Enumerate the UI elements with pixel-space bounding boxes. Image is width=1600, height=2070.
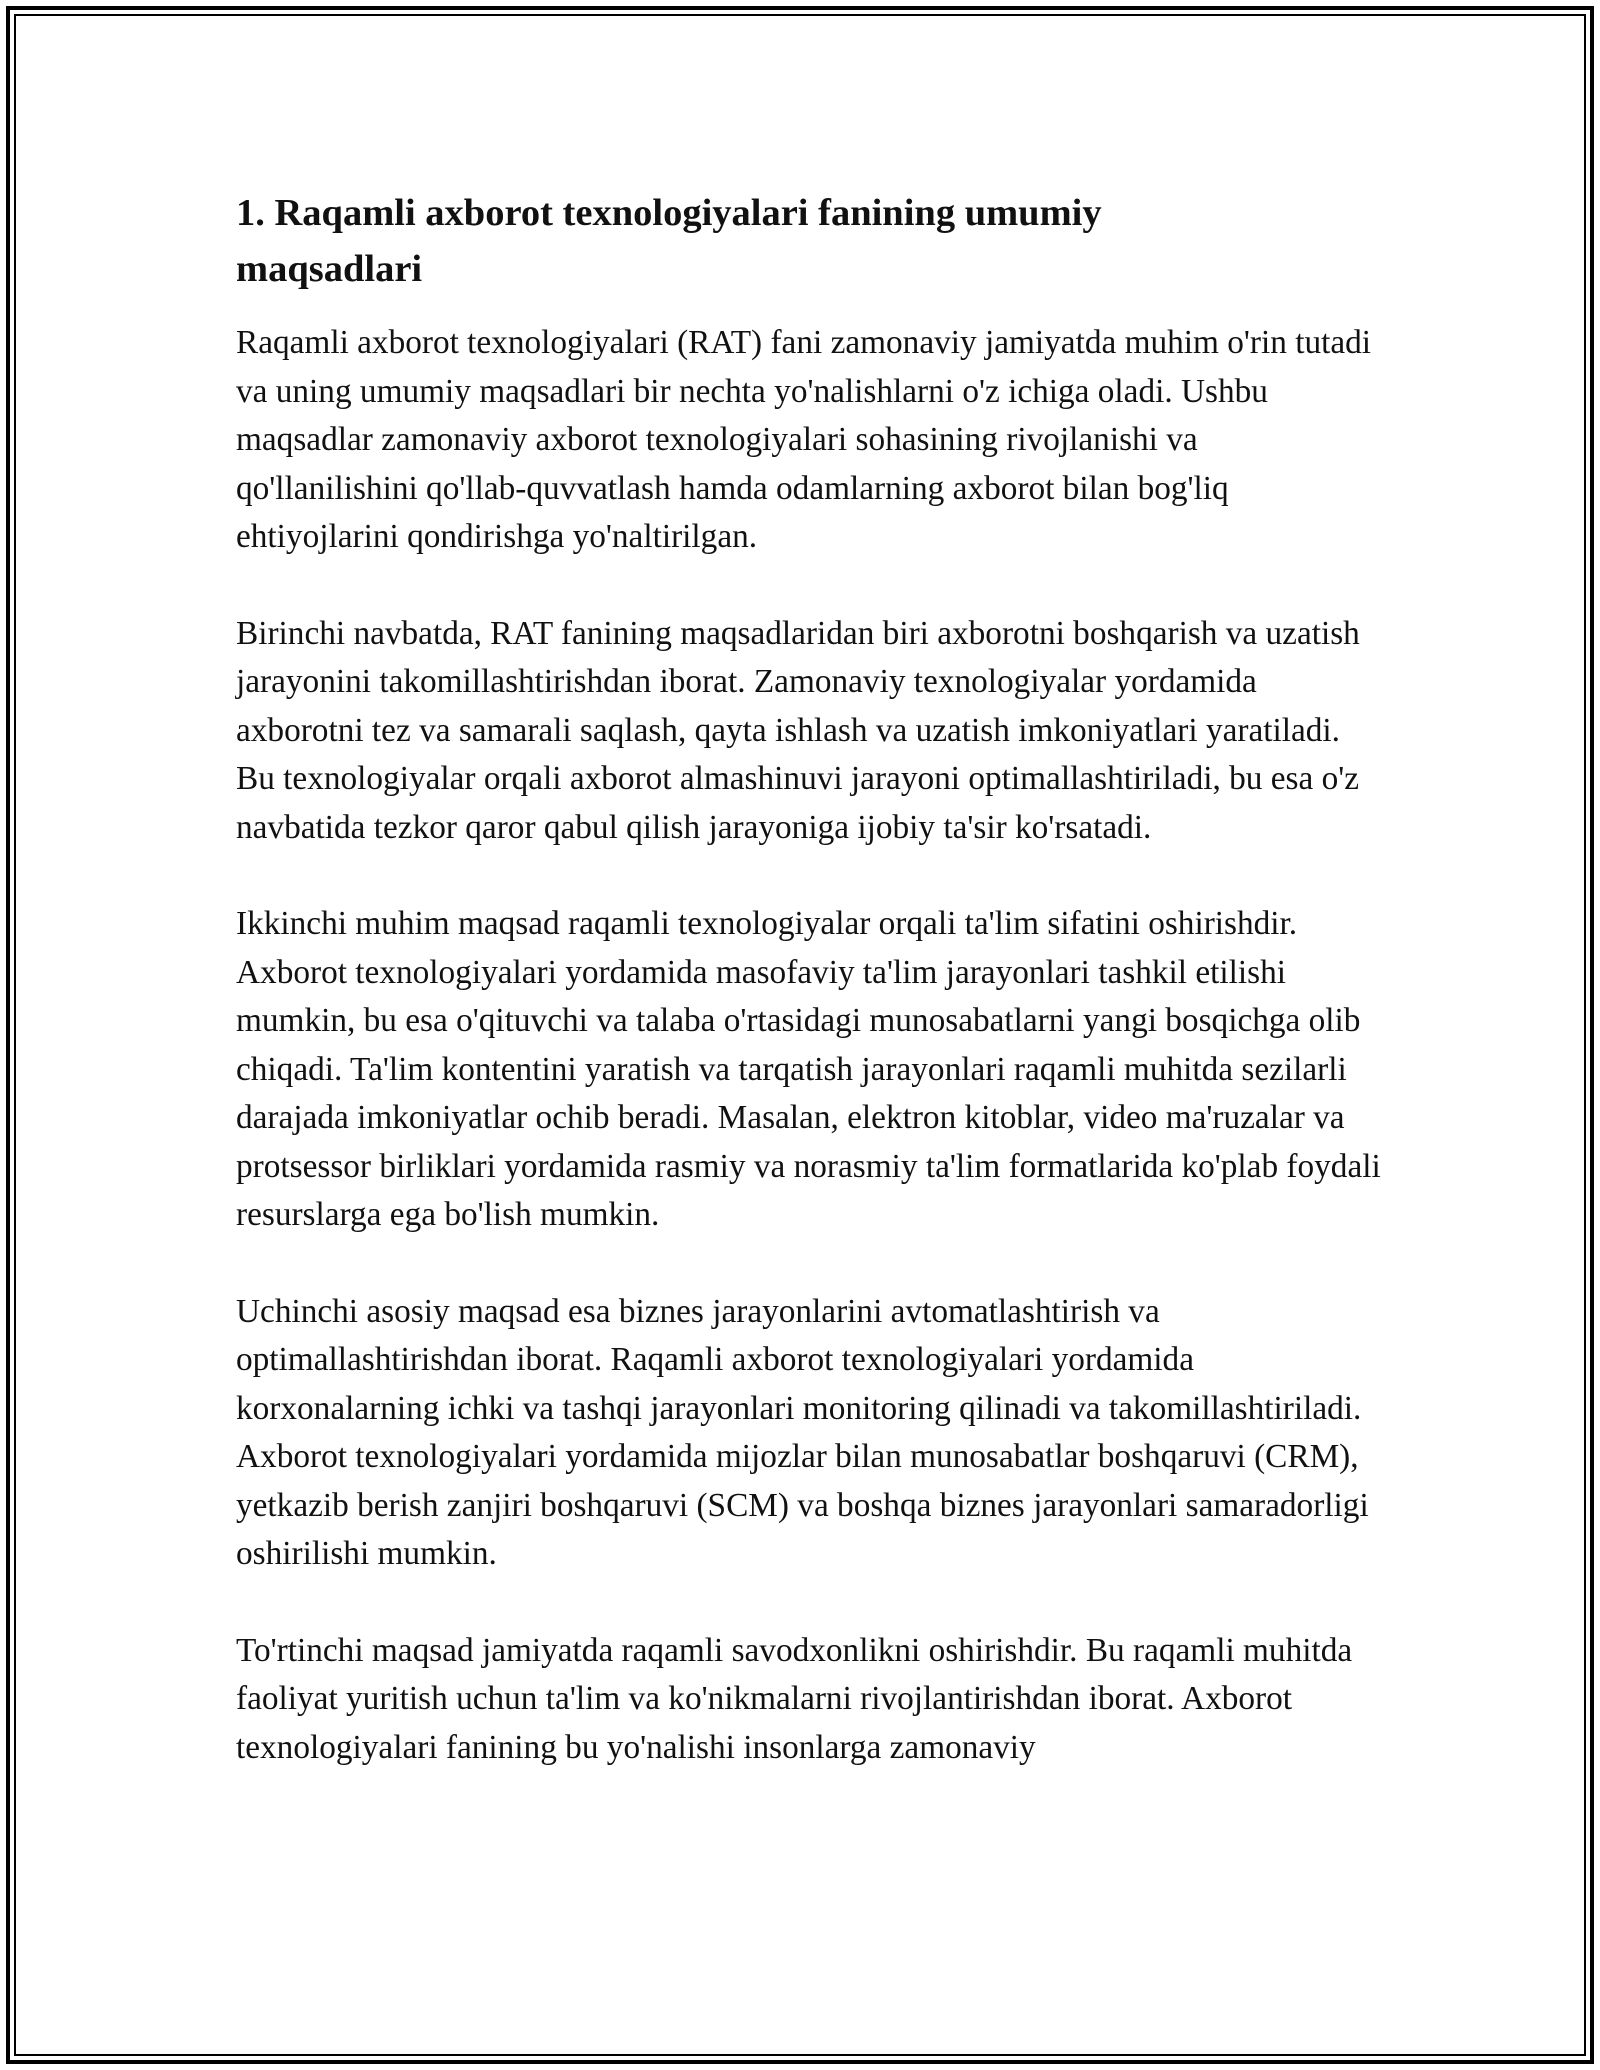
document-title: 1. Raqamli axborot texnologiyalari fanining umumiy maqsadlari xyxy=(236,192,1102,290)
paragraph-third-goal: Uchinchi asosiy maqsad esa biznes jarayonlarini avtomatlashtirish va optimallashtirishdan iborat. Raqamli axborot texnologiyalari yordamida korxonalarning ichki va tashqi jarayonlari monitoring qilinadi va takomillashtiriladi. Axborot texnologiyalari yordamida mijozlar bilan munosabatlar boshqaruvi (CRM), yetkazib berish zanjiri boshqaruvi (SCM) va boshqa biznes jarayonlari samaradorligi oshirilishi mumkin. xyxy=(236,1292,1369,1572)
paragraph-intro: Raqamli axborot texnologiyalari (RAT) fani zamonaviy jamiyatda muhim o'rin tutadi va uning umumiy maqsadlari bir nechta yo'nalishlarni o'z ichiga oladi. Ushbu maqsadlar zamonaviy axborot texnologiyalari sohasining rivojlanishi va qo'llanilishini qo'llab-quvvatlash hamda odamlarning axborot bilan bog'liq ehtiyojlarini qondirishga yo'naltirilgan. xyxy=(236,324,1372,555)
document-body xyxy=(236,185,1386,1820)
paragraph-second-goal: Ikkinchi muhim maqsad raqamli texnologiyalar orqali ta'lim sifatini oshirishdir. Axborot texnologiyalari yordamida masofaviy ta'lim jarayonlari tashkil etilishi mumkin, bu esa o'qituvchi va talaba o'rtasidagi munosabatlarni yangi bosqichga olib chiqadi. Ta'lim kontentini yaratish va tarqatish jarayonlari raqamli muhitda sezilarli darajada imkoniyatlar ochib beradi. Masalan, elektron kitoblar, video ma'ruzalar va protsessor birliklari yordamida rasmiy va norasmiy ta'lim formatlarida ko'plab foydali resurslarga ega bo'lish mumkin. xyxy=(236,905,1381,1233)
paragraph-fourth-goal: To'rtinchi maqsad jamiyatda raqamli savodxonlikni oshirishdir. Bu raqamli muhitda faoliyat yuritish uchun ta'lim va ko'nikmalarni rivojlantirishdan iborat. Axborot texnologiyalari fanining bu yo'nalishi insonlarga zamonaviy xyxy=(236,1631,1353,1766)
paragraph-first-goal: Birinchi navbatda, RAT fanining maqsadlaridan biri axborotni boshqarish va uzatish jarayonini takomillashtirishdan iborat. Zamonaviy texnologiyalar yordamida axborotni tez va samarali saqlash, qayta ishlash va uzatish imkoniyatlari yaratiladi. Bu texnologiyalar orqali axborot almashinuvi jarayoni optimallashtiriladi, bu esa o'z navbatida tezkor qaror qabul qilish jarayoniga ijobiy ta'sir ko'rsatadi. xyxy=(236,614,1360,846)
